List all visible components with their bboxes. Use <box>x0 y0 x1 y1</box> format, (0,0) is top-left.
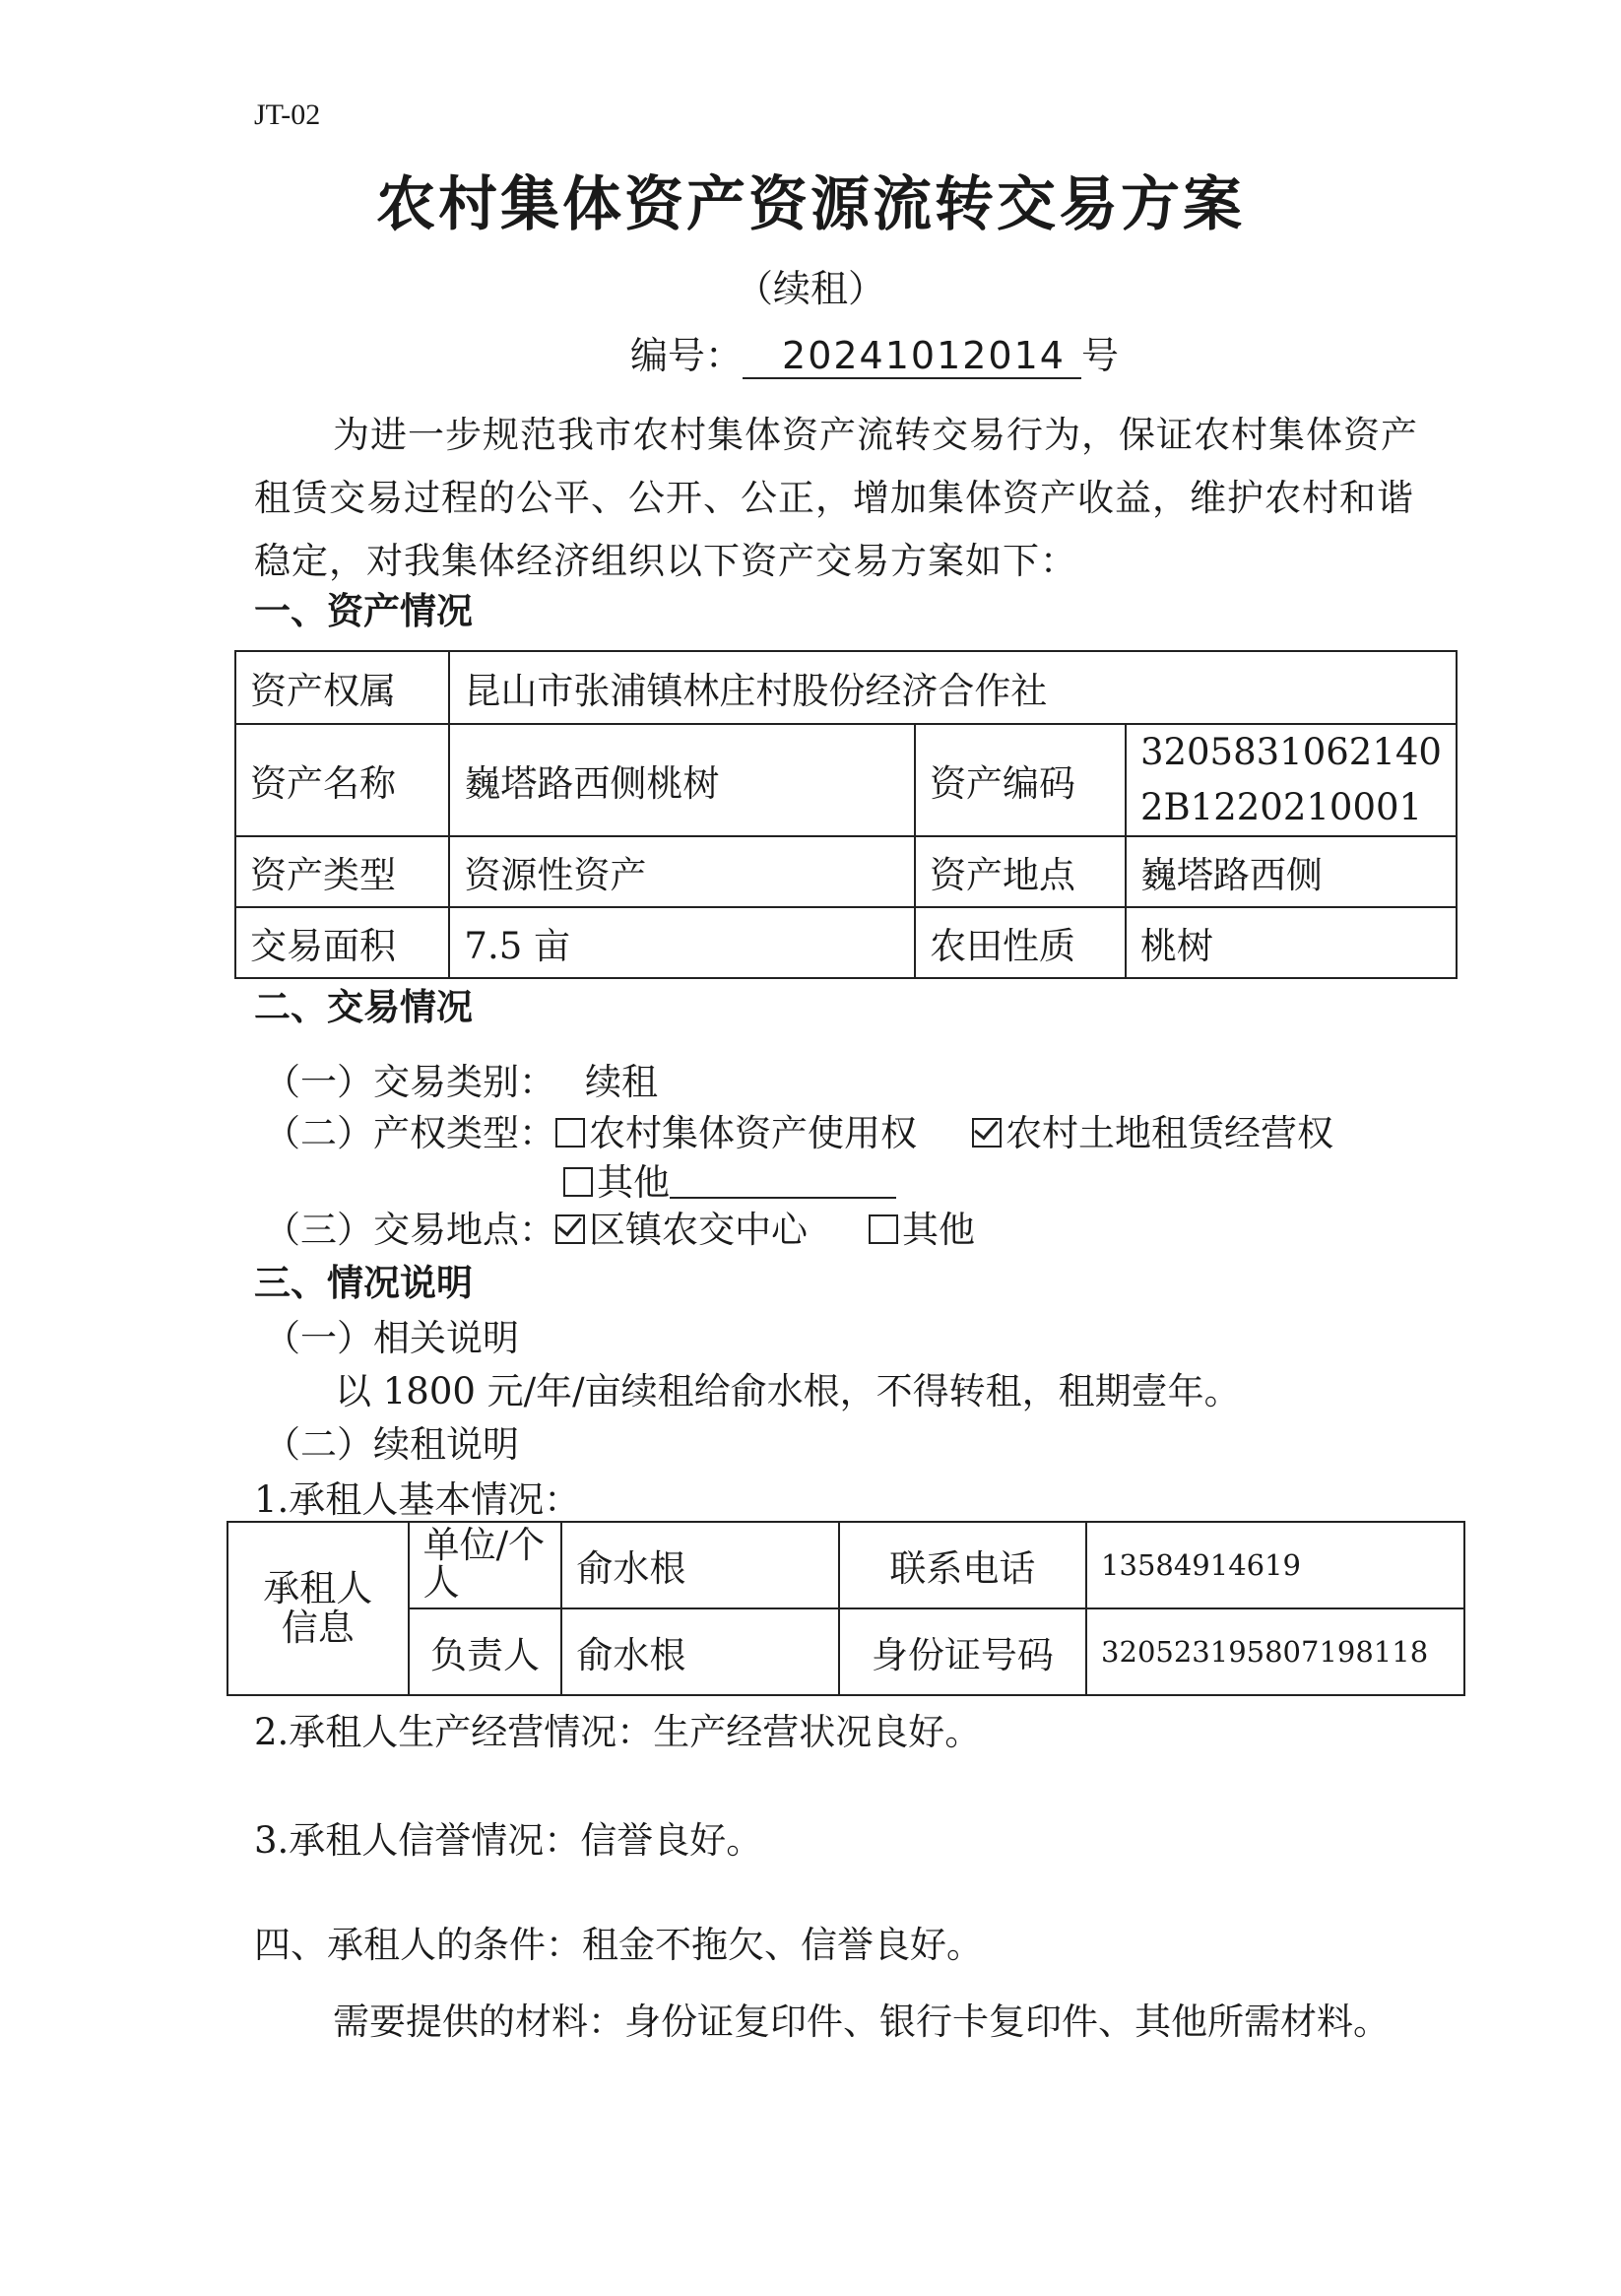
related-notes-text: 以 1800 元/年/亩续租给俞水根，不得转租，租期壹年。 <box>335 1370 1241 1412</box>
person-value: 俞水根 <box>561 1608 838 1695</box>
number-suffix: 号 <box>1080 334 1119 377</box>
code-label: 资产编码 <box>915 724 1126 836</box>
table-row <box>235 836 1457 907</box>
right-other-line <box>563 1152 896 1206</box>
code-value <box>1126 724 1457 836</box>
intro-paragraph: 为进一步规范我市农村集体资产流转交易行为，保证农村集体资产租赁交易过程的公平、公开、公正，增加集体资产收益，维护农村和谐稳定，对我集体经济组织以下资产交易方案如下： <box>254 414 1418 582</box>
place-opt2-label: 其他 <box>902 1209 975 1251</box>
document-title: 农村集体资产资源流转交易方案 <box>376 170 1245 239</box>
code-value-line1: 3205831062140 <box>1139 731 1442 773</box>
lessee-credit: 3.承租人信誉情况：信誉良好。 <box>254 1819 763 1862</box>
table-row <box>227 1522 1464 1608</box>
other-blank-line <box>670 1167 896 1199</box>
area-label: 交易面积 <box>235 907 449 978</box>
nature-label: 农田性质 <box>915 907 1126 978</box>
table-row <box>235 907 1457 978</box>
checkbox-town-center[interactable] <box>555 1214 585 1244</box>
section3-heading: 三、情况说明 <box>254 1261 473 1304</box>
number-label: 编号： <box>630 334 744 377</box>
trade-place-line <box>264 1200 975 1253</box>
category-label: （一）交易类别： <box>264 1061 555 1103</box>
area-value: 7.5 亩 <box>449 907 915 978</box>
related-notes-heading: （一）相关说明 <box>264 1317 519 1359</box>
right-opt1-label: 农村集体资产使用权 <box>589 1112 917 1154</box>
place-opt1-label: 区镇农交中心 <box>589 1209 808 1251</box>
lessee-basic-heading: 1.承租人基本情况： <box>254 1478 581 1521</box>
lessee-table <box>227 1521 1465 1696</box>
section1-heading: 一、资产情况 <box>254 589 473 632</box>
category-value: 续租 <box>585 1061 658 1103</box>
location-label: 资产地点 <box>915 836 1126 907</box>
asset-table <box>234 650 1458 979</box>
lessee-info-label <box>227 1522 409 1695</box>
unit-label <box>409 1522 562 1608</box>
document-code: JT-02 <box>254 98 321 131</box>
section4-heading: 四、承租人的条件：租金不拖欠、信誉良好。 <box>254 1924 983 1966</box>
checkbox-right-other[interactable] <box>563 1167 593 1197</box>
type-label: 资产类型 <box>235 836 449 907</box>
right-type-line <box>264 1103 1333 1156</box>
id-label: 身份证号码 <box>839 1608 1086 1695</box>
checkbox-land-lease[interactable] <box>972 1118 1002 1148</box>
location-value: 巍塔路西侧 <box>1126 836 1457 907</box>
number-value: 20241012014 <box>743 334 1081 379</box>
table-row <box>227 1608 1464 1695</box>
table-row <box>235 724 1457 836</box>
owner-value: 昆山市张浦镇林庄村股份经济合作社 <box>449 651 1457 724</box>
unit-value: 俞水根 <box>561 1522 838 1608</box>
right-type-label: （二）产权类型： <box>264 1112 555 1154</box>
person-label: 负责人 <box>409 1608 562 1695</box>
id-value: 320523195807198118 <box>1086 1608 1464 1695</box>
right-opt2-label: 农村土地租赁经营权 <box>1005 1112 1333 1154</box>
lessee-info-label-line1: 承租人 <box>263 1567 373 1609</box>
trade-category <box>264 1052 658 1105</box>
name-value: 巍塔路西侧桃树 <box>449 724 915 836</box>
document-number <box>630 325 1119 379</box>
place-label: （三）交易地点： <box>264 1209 555 1251</box>
checkbox-place-other[interactable] <box>869 1214 898 1244</box>
owner-label: 资产权属 <box>235 651 449 724</box>
phone-label: 联系电话 <box>839 1522 1086 1608</box>
unit-label-line1: 单位/个 <box>422 1524 546 1566</box>
type-value: 资源性资产 <box>449 836 915 907</box>
table-row <box>235 651 1457 724</box>
lessee-info-label-line2: 信息 <box>281 1607 355 1649</box>
phone-value: 13584914619 <box>1086 1522 1464 1608</box>
name-label: 资产名称 <box>235 724 449 836</box>
code-value-line2: 2B1220210001 <box>1139 786 1423 828</box>
checkbox-collective-asset[interactable] <box>555 1118 585 1148</box>
renewal-notes-heading: （二）续租说明 <box>264 1423 519 1466</box>
required-materials: 需要提供的材料：身份证复印件、银行卡复印件、其他所需材料。 <box>333 2001 1390 2043</box>
section2-heading: 二、交易情况 <box>254 985 473 1028</box>
unit-label-line2: 人 <box>422 1561 460 1604</box>
nature-value: 桃树 <box>1126 907 1457 978</box>
lessee-operation: 2.承租人生产经营情况：生产经营状况良好。 <box>254 1711 982 1753</box>
right-opt3-label: 其他 <box>597 1161 670 1204</box>
document-subtitle: （续租） <box>735 267 885 310</box>
